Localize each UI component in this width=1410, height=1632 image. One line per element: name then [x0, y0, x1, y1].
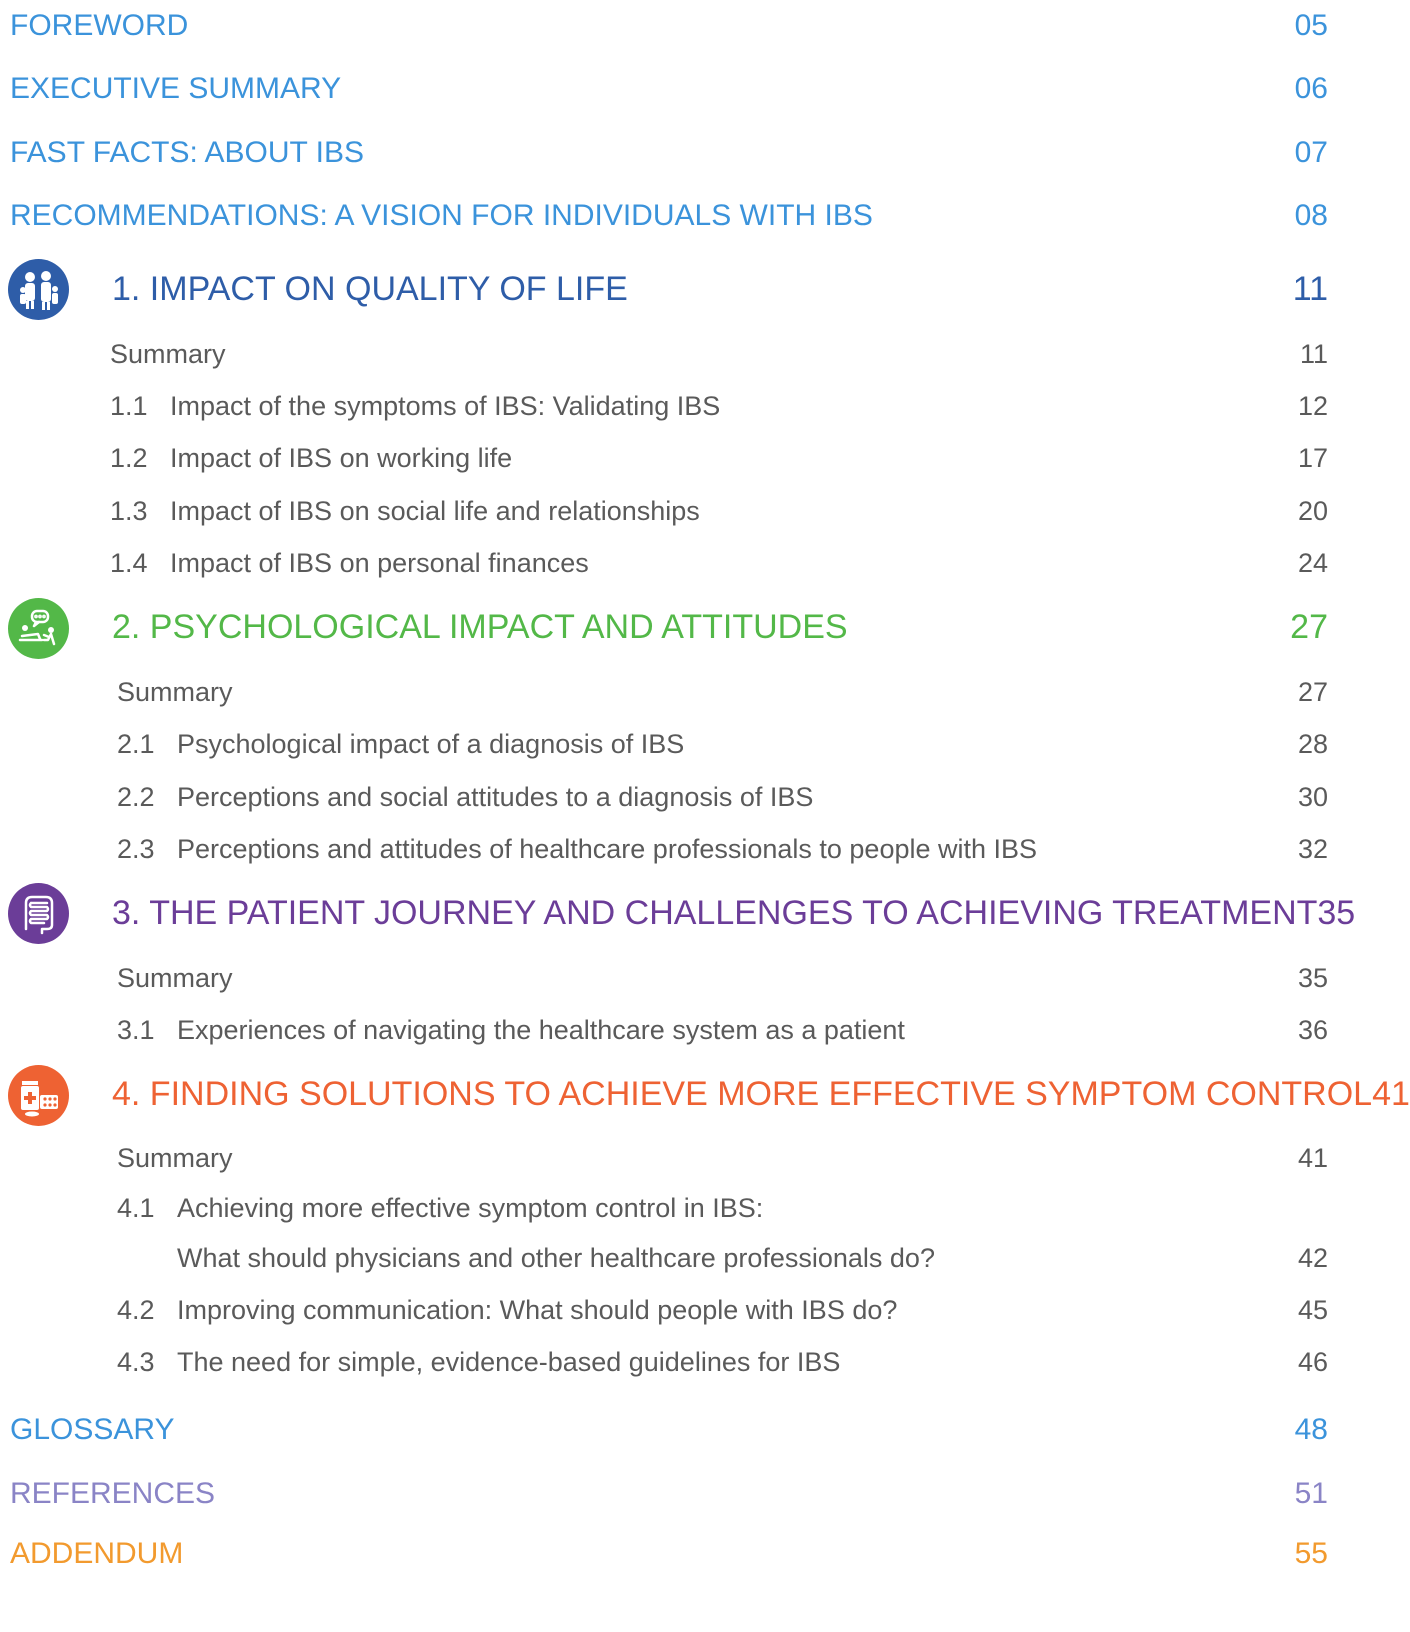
toc-page-number: 27 — [1290, 607, 1328, 646]
toc-item-3-summary[interactable] — [117, 954, 1328, 1002]
toc-page-number: 48 — [1294, 1413, 1328, 1446]
toc-item-3-1[interactable] — [117, 1006, 1328, 1054]
medication-icon — [8, 1065, 69, 1126]
toc-item-4-1-continued[interactable] — [117, 1234, 1328, 1282]
toc-page-number: 12 — [1297, 390, 1328, 421]
toc-item-1-summary[interactable] — [110, 330, 1328, 378]
toc-page-number: 11 — [1299, 338, 1328, 369]
toc-item-text: Impact of IBS on social life and relationships — [170, 495, 700, 526]
toc-page-number: 11 — [1292, 269, 1328, 308]
toc-item-2-2[interactable] — [117, 773, 1328, 821]
toc-page-number: 07 — [1294, 136, 1328, 169]
toc-item-4-1[interactable] — [117, 1184, 1328, 1232]
toc-item-text: Summary — [110, 338, 226, 369]
toc-page-number: 28 — [1297, 728, 1328, 759]
intestine-icon — [8, 883, 69, 944]
toc-page-number: 35 — [1297, 962, 1328, 993]
toc-page-number: 06 — [1294, 72, 1328, 105]
toc-page-number: 35 — [1317, 893, 1356, 932]
toc-item-1-1[interactable] — [110, 382, 1328, 430]
section-title: 1. IMPACT ON QUALITY OF LIFE — [112, 269, 628, 308]
toc-entry-references[interactable] — [10, 1470, 1328, 1518]
toc-item-number: 2.1 — [117, 728, 155, 759]
toc-item-number: 1.2 — [110, 442, 148, 473]
toc-item-2-3[interactable] — [117, 825, 1328, 873]
toc-entry-title: FAST FACTS: ABOUT IBS — [10, 136, 364, 169]
toc-page-number: 05 — [1294, 9, 1328, 42]
toc-item-number: 2.2 — [117, 781, 155, 812]
toc-item-text: Impact of the symptoms of IBS: Validating IBS — [170, 390, 721, 421]
toc-item-text: Psychological impact of a diagnosis of IBS — [177, 728, 685, 759]
toc-page-number: 42 — [1297, 1242, 1328, 1273]
toc-item-number: 1.3 — [110, 495, 148, 526]
toc-item-text: Impact of IBS on working life — [170, 442, 513, 473]
toc-entry-title: REFERENCES — [10, 1477, 216, 1510]
toc-item-text: What should physicians and other healthcare professionals do? — [177, 1242, 935, 1273]
section-title: 2. PSYCHOLOGICAL IMPACT AND ATTITUDES — [112, 607, 848, 646]
toc-item-number: 3.1 — [117, 1014, 155, 1045]
toc-item-1-4[interactable] — [110, 539, 1328, 587]
toc-entry-title: ADDENDUM — [10, 1537, 184, 1570]
toc-page-number: 51 — [1294, 1477, 1328, 1510]
toc-page-number: 27 — [1297, 676, 1328, 707]
toc-page-number: 36 — [1297, 1014, 1328, 1045]
toc-item-text: Summary — [117, 1142, 233, 1173]
toc-item-text: Perceptions and attitudes of healthcare professionals to people with IBS — [177, 833, 1038, 864]
toc-page-number: 32 — [1297, 833, 1328, 864]
toc-item-1-2[interactable] — [110, 434, 1328, 482]
toc-item-4-summary[interactable] — [117, 1134, 1328, 1182]
toc-item-text: Summary — [117, 676, 233, 707]
therapy-conversation-icon — [8, 598, 69, 659]
toc-item-text: Experiences of navigating the healthcare system as a patient — [177, 1014, 905, 1045]
toc-item-number: 2.3 — [117, 833, 155, 864]
toc-entry-title: GLOSSARY — [10, 1413, 175, 1446]
toc-item-text: Impact of IBS on personal finances — [170, 547, 589, 578]
section-heading-2[interactable] — [112, 603, 1328, 651]
toc-item-number: 4.3 — [117, 1346, 155, 1377]
toc-page-number: 55 — [1294, 1537, 1328, 1570]
section-title: 4. FINDING SOLUTIONS TO ACHIEVE MORE EFFECTIVE SYMPTOM CONTROL — [112, 1074, 1373, 1113]
section-heading-4[interactable] — [112, 1070, 1410, 1118]
section-heading-3[interactable] — [112, 889, 1356, 937]
toc-entry-executive-summary[interactable] — [10, 65, 1328, 113]
toc-item-2-summary[interactable] — [117, 668, 1328, 716]
toc-entry-addendum[interactable] — [10, 1530, 1328, 1578]
toc-entry-title: EXECUTIVE SUMMARY — [10, 72, 342, 105]
toc-page-number: 08 — [1294, 199, 1328, 232]
toc-item-text: Summary — [117, 962, 233, 993]
toc-item-2-1[interactable] — [117, 720, 1328, 768]
toc-page-number: 46 — [1297, 1346, 1328, 1377]
toc-item-number: 4.1 — [117, 1192, 155, 1223]
toc-page-number: 45 — [1297, 1294, 1328, 1325]
toc-entry-title: RECOMMENDATIONS: A VISION FOR INDIVIDUALS WITH IBS — [10, 199, 873, 232]
toc-page-number: 17 — [1297, 442, 1328, 473]
toc-item-4-2[interactable] — [117, 1286, 1328, 1334]
toc-page-number: 24 — [1297, 547, 1328, 578]
toc-entry-title: FOREWORD — [10, 9, 189, 42]
toc-item-1-3[interactable] — [110, 487, 1328, 535]
toc-entry-glossary[interactable] — [10, 1406, 1328, 1454]
toc-entry-fast-facts[interactable] — [10, 129, 1328, 177]
toc-item-number: 4.2 — [117, 1294, 155, 1325]
toc-item-text: Perceptions and social attitudes to a diagnosis of IBS — [177, 781, 814, 812]
toc-page-number: 41 — [1372, 1074, 1410, 1113]
toc-page-number: 41 — [1297, 1142, 1328, 1173]
toc-item-4-3[interactable] — [117, 1338, 1328, 1386]
toc-page-number: 30 — [1297, 781, 1328, 812]
toc-item-text: The need for simple, evidence-based guidelines for IBS — [177, 1346, 841, 1377]
section-heading-1[interactable] — [112, 265, 1328, 313]
toc-entry-foreword[interactable] — [10, 2, 1328, 50]
toc-page-number: 20 — [1297, 495, 1328, 526]
family-icon — [8, 259, 69, 320]
toc-item-number: 1.1 — [110, 390, 148, 421]
toc-item-number: 1.4 — [110, 547, 148, 578]
toc-item-text: Improving communication: What should people with IBS do? — [177, 1294, 898, 1325]
section-title: 3. THE PATIENT JOURNEY AND CHALLENGES TO ACHIEVING TREATMENT — [112, 893, 1318, 932]
toc-entry-recommendations[interactable] — [10, 192, 1328, 240]
toc-item-text: Achieving more effective symptom control in IBS: — [177, 1192, 764, 1223]
